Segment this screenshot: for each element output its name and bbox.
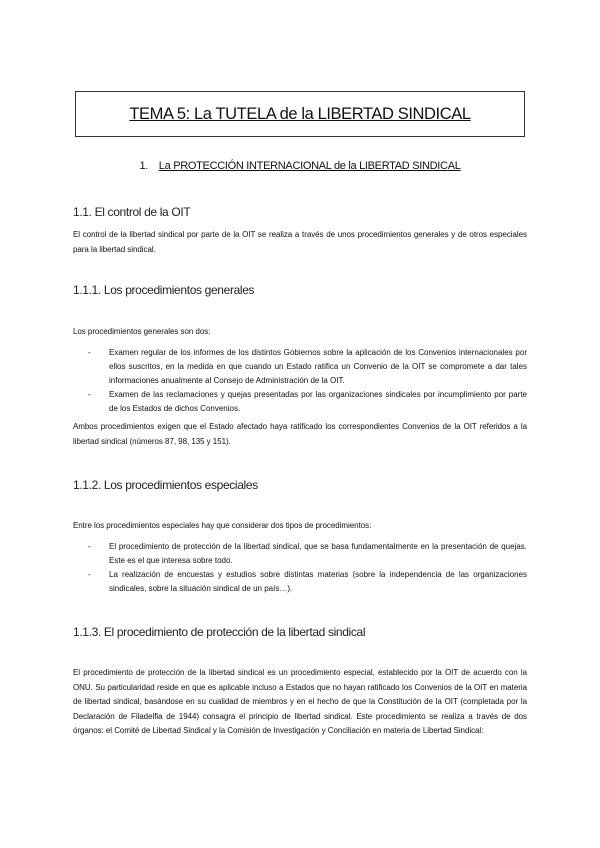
paragraph-1-1: El control de la libertad sindical por parte de la OIT se realiza a través de unos procedimientos generales y de otros especiales para la libertad sindical. [73, 230, 527, 254]
intro-1-1-2: Entre los procedimientos especiales hay que considerar dos tipos de procedimientos: [73, 521, 372, 530]
section-title: La PROTECCIÓN INTERNACIONAL de la LIBERTAD SINDICAL [158, 160, 461, 172]
list-item: - El procedimiento de protección de la libertad sindical, que se basa fundamentalmente en la presentación de quejas. Este es el que interesa sobre todo. [88, 540, 527, 568]
heading-1-1-2: 1.1.2. Los procedimientos especiales [73, 478, 258, 492]
list-general-procedures [88, 346, 527, 416]
intro-1-1-1: Los procedimientos generales son dos: [73, 327, 211, 336]
title-box [75, 91, 525, 137]
heading-1-1-1: 1.1.1. Los procedimientos generales [73, 283, 255, 297]
list-item: - Examen de las reclamaciones y quejas presentadas por las organizaciones sindicales por incumplimiento por parte de los Estados de dichos Convenios. [88, 388, 527, 416]
heading-1-1-3: 1.1.3. El procedimiento de protección de la libertad sindical [73, 625, 366, 639]
section-heading [0, 160, 600, 172]
section-number: 1. [139, 160, 149, 172]
heading-1-1: 1.1. El control de la OIT [73, 205, 191, 219]
paragraph-1-1-3: El procedimiento de protección de la libertad sindical es un procedimiento especial, establecido por la OIT de acuerdo con la ONU. Su particularidad reside en que es aplicable incluso a Estados que no hayan ratificado los Convenios de la OIT en materia de libertad sindical, basándose en su cualidad de miembros y en el hecho de que la Constitución de la OIT (completada por la Declaración de Filadelfia de 1944) consagra el principio de libertad sindical. Este procedimiento se realiza a través de dos órganos: el Comité de Libertad Sindical y la Comisión de Investigación y Conciliación en materia de Libertad Sindical: [73, 668, 527, 735]
list-item: - Examen regular de los informes de los distintos Gobiernos sobre la aplicación de los Convenios internacionales por ellos suscritos, en la medida en que cuando un Estado ratifica un Convenio de la OIT se compromete a dar tales informaciones anualmente al Consejo de Administración de la OIT. [88, 346, 527, 388]
list-special-procedures [88, 540, 527, 596]
list-item: - La realización de encuestas y estudios sobre distintas materias (sobre la independencia de las organizaciones sindicales, sobre la situación sindical de un país…). [88, 568, 527, 596]
closing-1-1-1: Ambos procedimientos exigen que el Estado afectado haya ratificado los correspondientes Convenios de la OIT referidos a la libertad sindical (números 87, 98, 135 y 151). [73, 422, 527, 446]
document-title: TEMA 5: La TUTELA de la LIBERTAD SINDICAL [129, 104, 471, 123]
